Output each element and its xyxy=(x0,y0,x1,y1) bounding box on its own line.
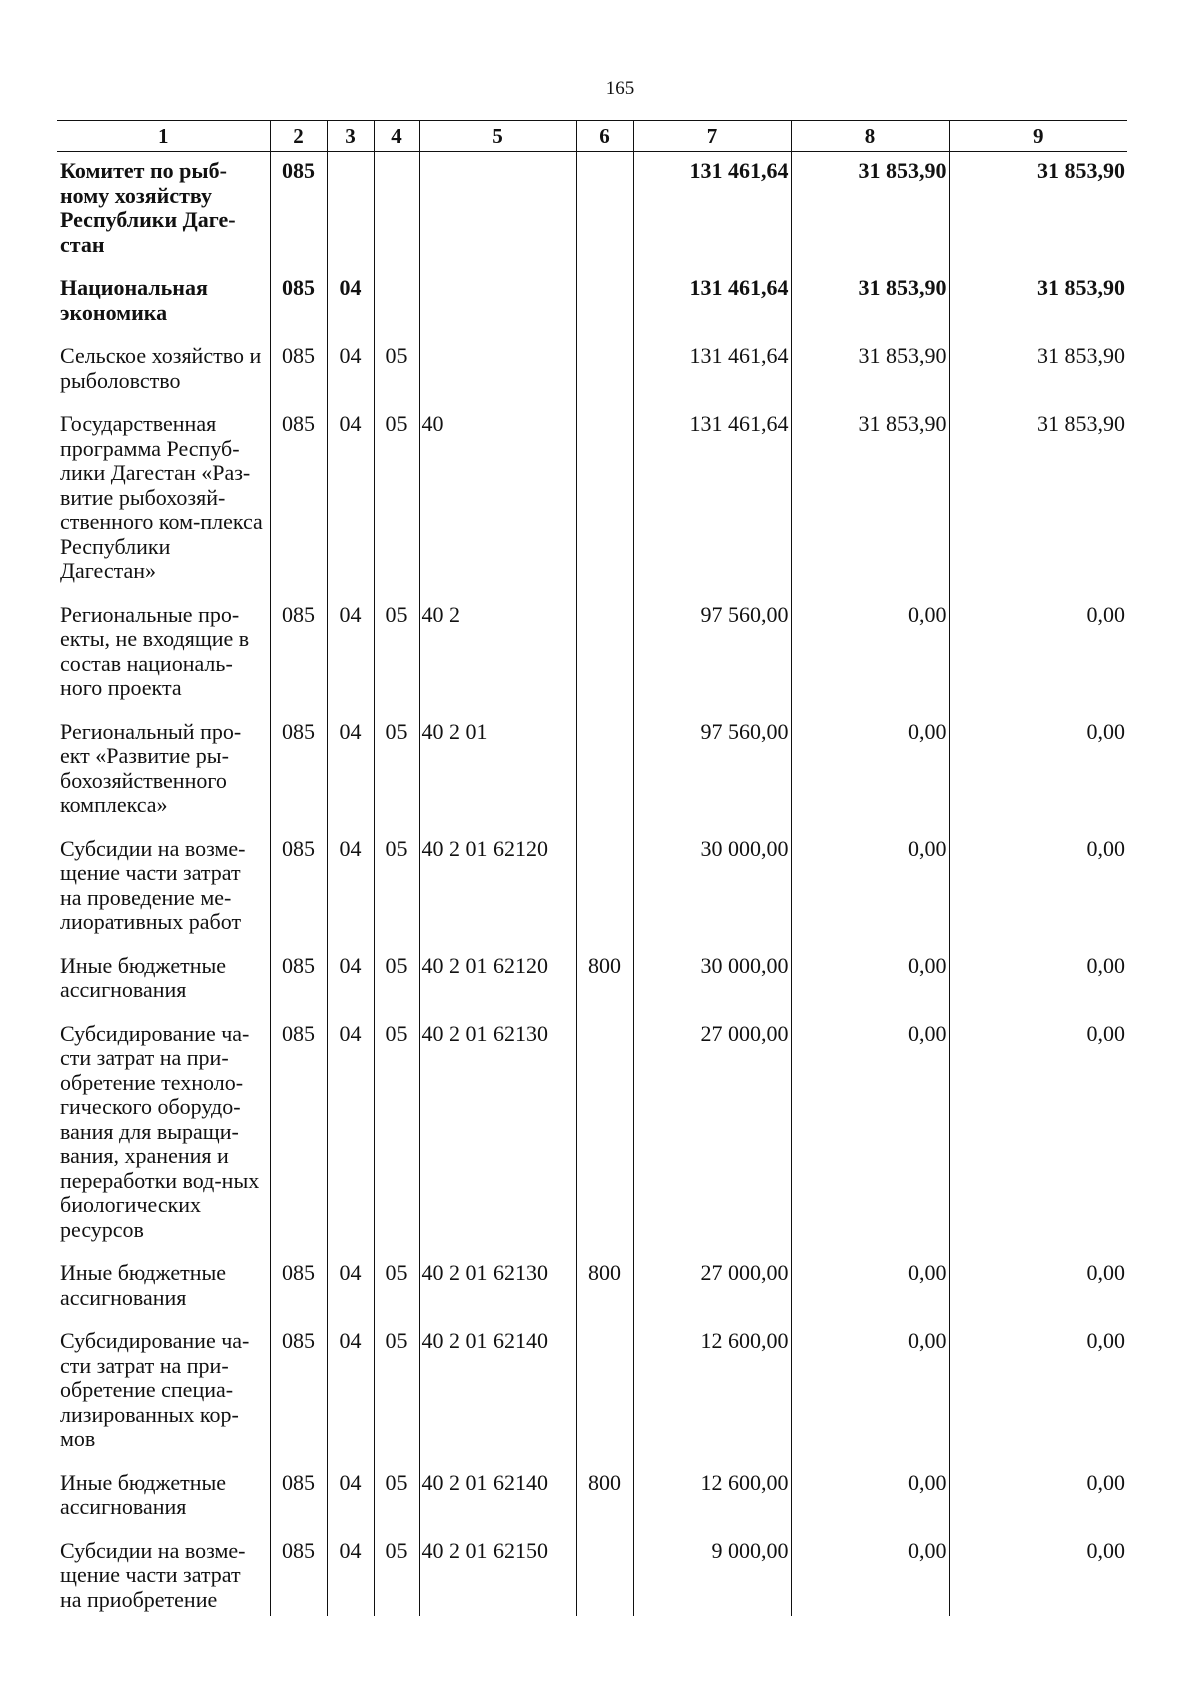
ministry-code-cell: 085 xyxy=(270,713,327,830)
amount-year-1-cell: 9 000,00 xyxy=(633,1532,791,1617)
amount-year-2-cell: 0,00 xyxy=(791,830,949,947)
row-name-cell: Иные бюджетные ассигнования xyxy=(60,1260,227,1310)
table-row xyxy=(57,596,1127,713)
amount-year-3-cell: 0,00 xyxy=(949,1254,1127,1322)
row-name-cell: Субсидирование ча-сти затрат на при-обретение техноло-гического оборудо-вания для выращи-вания, хранения и переработки вод-ных биологических ресурсов xyxy=(60,1020,260,1242)
amount-year-3-cell: 0,00 xyxy=(949,1464,1127,1532)
amount-year-3-cell: 31 853,90 xyxy=(949,152,1127,270)
ministry-code-cell: 085 xyxy=(270,1015,327,1255)
row-name-cell: Государственная программа Респуб-лики Дагестан «Раз-витие рыбохозяй-ственного ком-плекса Республики Дагестан» xyxy=(60,411,263,583)
target-article-cell: 40 2 01 62150 xyxy=(419,1532,576,1617)
expense-type-cell: 800 xyxy=(576,1254,633,1322)
subsection-code-cell: 05 xyxy=(374,1322,419,1464)
subsection-code-cell: 05 xyxy=(374,830,419,947)
expense-type-cell xyxy=(576,1532,633,1617)
row-name-cell: Иные бюджетные ассигнования xyxy=(60,952,227,1002)
amount-year-2-cell: 31 853,90 xyxy=(791,337,949,405)
expense-type-cell xyxy=(576,337,633,405)
table-row xyxy=(57,337,1127,405)
ministry-code-cell: 085 xyxy=(270,596,327,713)
ministry-code-cell: 085 xyxy=(270,1322,327,1464)
header-row xyxy=(57,121,1127,152)
amount-year-1-cell: 131 461,64 xyxy=(633,152,791,270)
expense-type-cell xyxy=(576,152,633,270)
column-header-3: 3 xyxy=(327,121,374,152)
section-code-cell: 04 xyxy=(327,337,374,405)
amount-year-1-cell: 27 000,00 xyxy=(633,1254,791,1322)
section-code-cell: 04 xyxy=(327,405,374,596)
section-code-cell: 04 xyxy=(327,269,374,337)
ministry-code-cell: 085 xyxy=(270,152,327,270)
row-name-cell: Сельское хозяйство и рыболовство xyxy=(60,343,262,393)
amount-year-3-cell: 0,00 xyxy=(949,1322,1127,1464)
amount-year-2-cell: 31 853,90 xyxy=(791,152,949,270)
subsection-code-cell: 05 xyxy=(374,947,419,1015)
ministry-code-cell: 085 xyxy=(270,405,327,596)
subsection-code-cell: 05 xyxy=(374,1015,419,1255)
ministry-code-cell: 085 xyxy=(270,947,327,1015)
ministry-code-cell: 085 xyxy=(270,1254,327,1322)
column-header-9: 9 xyxy=(949,121,1127,152)
amount-year-1-cell: 131 461,64 xyxy=(633,337,791,405)
amount-year-3-cell: 31 853,90 xyxy=(949,405,1127,596)
table-header xyxy=(57,121,1127,152)
expense-type-cell xyxy=(576,1015,633,1255)
subsection-code-cell: 05 xyxy=(374,1464,419,1532)
expense-type-cell xyxy=(576,830,633,947)
table-row xyxy=(57,1322,1127,1464)
target-article-cell: 40 2 01 xyxy=(419,713,576,830)
column-header-2: 2 xyxy=(270,121,327,152)
row-name-cell: Комитет по рыб-ному хозяйству Республики Даге-стан xyxy=(60,158,236,257)
row-name-cell: Региональный про-ект «Развитие ры-бохозяйственного комплекса» xyxy=(60,718,242,817)
target-article-cell: 40 2 01 62140 xyxy=(419,1322,576,1464)
expense-type-cell xyxy=(576,1322,633,1464)
page-number: 165 xyxy=(605,78,635,99)
amount-year-1-cell: 27 000,00 xyxy=(633,1015,791,1255)
ministry-code-cell: 085 xyxy=(270,269,327,337)
target-article-cell: 40 2 01 62140 xyxy=(419,1464,576,1532)
section-code-cell: 04 xyxy=(327,1532,374,1617)
expense-type-cell xyxy=(576,713,633,830)
table-row xyxy=(57,830,1127,947)
amount-year-1-cell: 97 560,00 xyxy=(633,596,791,713)
amount-year-2-cell: 0,00 xyxy=(791,1464,949,1532)
target-article-cell: 40 2 01 62120 xyxy=(419,947,576,1015)
amount-year-1-cell: 131 461,64 xyxy=(633,405,791,596)
amount-year-3-cell: 0,00 xyxy=(949,1532,1127,1617)
amount-year-2-cell: 0,00 xyxy=(791,947,949,1015)
table-row xyxy=(57,152,1127,270)
row-name-cell: Национальная экономика xyxy=(60,275,208,325)
subsection-code-cell: 05 xyxy=(374,337,419,405)
subsection-code-cell: 05 xyxy=(374,405,419,596)
target-article-cell xyxy=(419,337,576,405)
amount-year-2-cell: 31 853,90 xyxy=(791,405,949,596)
section-code-cell: 04 xyxy=(327,1015,374,1255)
table-row xyxy=(57,1532,1127,1617)
subsection-code-cell: 05 xyxy=(374,1532,419,1617)
row-name-cell: Субсидирование ча-сти затрат на при-обретение специа-лизированных кор-мов xyxy=(60,1328,250,1451)
column-header-7: 7 xyxy=(633,121,791,152)
column-header-6: 6 xyxy=(576,121,633,152)
table-row xyxy=(57,269,1127,337)
target-article-cell: 40 2 xyxy=(419,596,576,713)
column-header-4: 4 xyxy=(374,121,419,152)
table-row xyxy=(57,1015,1127,1255)
amount-year-2-cell: 0,00 xyxy=(791,596,949,713)
budget-table xyxy=(57,120,1127,1616)
amount-year-3-cell: 0,00 xyxy=(949,596,1127,713)
ministry-code-cell: 085 xyxy=(270,337,327,405)
section-code-cell: 04 xyxy=(327,1254,374,1322)
subsection-code-cell: 05 xyxy=(374,713,419,830)
section-code-cell: 04 xyxy=(327,830,374,947)
amount-year-3-cell: 31 853,90 xyxy=(949,337,1127,405)
amount-year-1-cell: 30 000,00 xyxy=(633,947,791,1015)
amount-year-1-cell: 12 600,00 xyxy=(633,1464,791,1532)
table-body xyxy=(57,152,1127,1617)
column-header-5: 5 xyxy=(419,121,576,152)
section-code-cell: 04 xyxy=(327,1322,374,1464)
amount-year-3-cell: 31 853,90 xyxy=(949,269,1127,337)
ministry-code-cell: 085 xyxy=(270,1532,327,1617)
row-name-cell: Региональные про-екты, не входящие в состав националь-ного проекта xyxy=(60,601,250,700)
subsection-code-cell: 05 xyxy=(374,596,419,713)
subsection-code-cell xyxy=(374,152,419,270)
column-header-1: 1 xyxy=(57,121,270,152)
table-row xyxy=(57,1464,1127,1532)
expense-type-cell xyxy=(576,405,633,596)
amount-year-2-cell: 31 853,90 xyxy=(791,269,949,337)
amount-year-1-cell: 131 461,64 xyxy=(633,269,791,337)
amount-year-2-cell: 0,00 xyxy=(791,713,949,830)
amount-year-3-cell: 0,00 xyxy=(949,1015,1127,1255)
target-article-cell: 40 2 01 62130 xyxy=(419,1015,576,1255)
target-article-cell: 40 2 01 62120 xyxy=(419,830,576,947)
expense-type-cell: 800 xyxy=(576,947,633,1015)
section-code-cell: 04 xyxy=(327,596,374,713)
amount-year-1-cell: 12 600,00 xyxy=(633,1322,791,1464)
row-name-cell: Субсидии на возме-щение части затрат на проведение ме-лиоративных работ xyxy=(60,835,246,934)
amount-year-3-cell: 0,00 xyxy=(949,713,1127,830)
amount-year-2-cell: 0,00 xyxy=(791,1532,949,1617)
expense-type-cell xyxy=(576,596,633,713)
subsection-code-cell: 05 xyxy=(374,1254,419,1322)
amount-year-2-cell: 0,00 xyxy=(791,1322,949,1464)
amount-year-2-cell: 0,00 xyxy=(791,1254,949,1322)
subsection-code-cell xyxy=(374,269,419,337)
section-code-cell: 04 xyxy=(327,1464,374,1532)
table-row xyxy=(57,713,1127,830)
expense-type-cell: 800 xyxy=(576,1464,633,1532)
target-article-cell: 40 2 01 62130 xyxy=(419,1254,576,1322)
amount-year-3-cell: 0,00 xyxy=(949,947,1127,1015)
section-code-cell: 04 xyxy=(327,947,374,1015)
row-name-cell: Субсидии на возме-щение части затрат на приобретение xyxy=(60,1537,246,1612)
row-name-cell: Иные бюджетные ассигнования xyxy=(60,1469,227,1519)
ministry-code-cell: 085 xyxy=(270,1464,327,1532)
table-row xyxy=(57,405,1127,596)
target-article-cell: 40 xyxy=(419,405,576,596)
expense-type-cell xyxy=(576,269,633,337)
amount-year-1-cell: 97 560,00 xyxy=(633,713,791,830)
table-row xyxy=(57,947,1127,1015)
target-article-cell xyxy=(419,152,576,270)
target-article-cell xyxy=(419,269,576,337)
amount-year-2-cell: 0,00 xyxy=(791,1015,949,1255)
amount-year-3-cell: 0,00 xyxy=(949,830,1127,947)
amount-year-1-cell: 30 000,00 xyxy=(633,830,791,947)
ministry-code-cell: 085 xyxy=(270,830,327,947)
column-header-8: 8 xyxy=(791,121,949,152)
section-code-cell xyxy=(327,152,374,270)
table-row xyxy=(57,1254,1127,1322)
section-code-cell: 04 xyxy=(327,713,374,830)
